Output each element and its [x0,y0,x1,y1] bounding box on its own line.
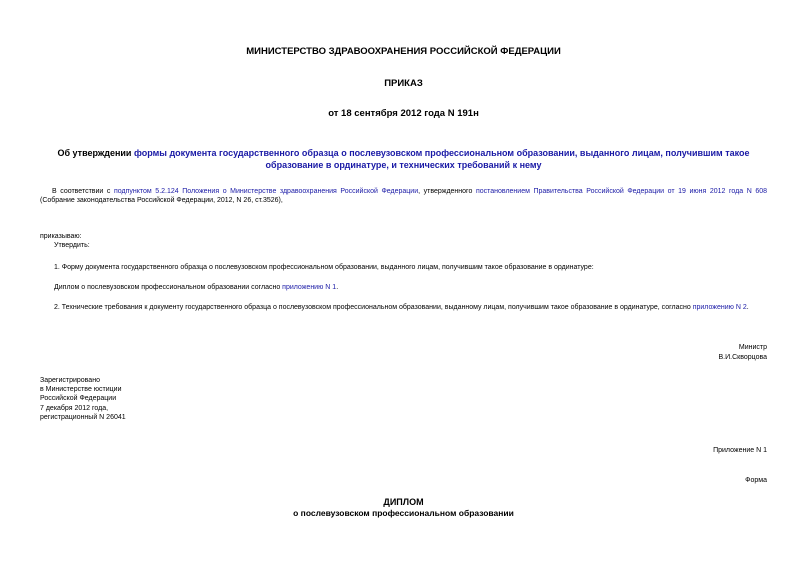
registration-line-5: регистрационный N 26041 [40,414,126,421]
approve-word: Утвердить: [54,242,90,249]
preamble-text-3: (Собрание законодательства Российской Федерации, 2012, N 26, ст.3526), [40,197,283,204]
diploma-line [54,283,338,292]
title-link[interactable]: формы документа государственного образца о послевузовском профессиональном образовании, выданного лицам, получившим такое образование в ординатуре, и технических требований к нему [133,148,750,170]
date-number-heading: от 18 сентября 2012 года N 191н [328,108,479,119]
item-2-end: . [746,304,749,311]
ministry-heading: МИНИСТЕРСТВО ЗДРАВООХРАНЕНИЯ РОССИЙСКОЙ ФЕДЕРАЦИИ [246,46,561,57]
preamble-paragraph [40,187,767,205]
item-2-text: 2. Технические требования к документу государственного образца о послевузовском профессиональном образовании, выданному лицам, получившим такое образование в ординатуре, согласно [54,304,693,311]
preamble-text-2: , утвержденного [418,188,476,195]
doc-type-heading: ПРИКАЗ [384,78,423,89]
order-word: приказываю: [40,233,82,240]
diploma-heading: ДИПЛОМ [383,497,424,507]
document-title [40,147,767,171]
preamble-link-resolution[interactable]: постановлением Правительства Российской Федерации от 19 июня 2012 года N 608 [475,188,768,195]
registration-line-3: Российской Федерации [40,395,117,402]
diploma-line-text: Диплом о послевузовском профессиональном образовании согласно [54,284,283,291]
item-2 [54,303,749,312]
form-label: Форма [745,477,767,484]
preamble-link-regulation[interactable]: подпунктом 5.2.124 Положения о Министерстве здравоохранения Российской Федерации [113,188,419,195]
registration-line-4: 7 декабря 2012 года, [40,405,109,412]
diploma-subheading: о послевузовском профессиональном образовании [293,508,514,518]
item-1: 1. Форму документа государственного образца о послевузовском профессиональном образовании, выданного лицам, получившим такое образование в ординатуре: [54,264,594,271]
preamble-text-1: В соответствии с [52,188,114,195]
diploma-line-end: . [336,284,339,291]
appendix-1-link[interactable]: приложению N 1 [282,284,337,291]
signature-position: Министр [738,344,767,351]
appendix-2-link[interactable]: приложению N 2 [692,304,747,311]
appendix-label: Приложение N 1 [713,447,767,454]
title-prefix: Об утверждении [57,148,134,158]
registration-line-2: в Министерстве юстиции [40,386,122,393]
registration-line-1: Зарегистрировано [40,377,100,384]
signature-name: В.И.Скворцова [718,354,767,361]
